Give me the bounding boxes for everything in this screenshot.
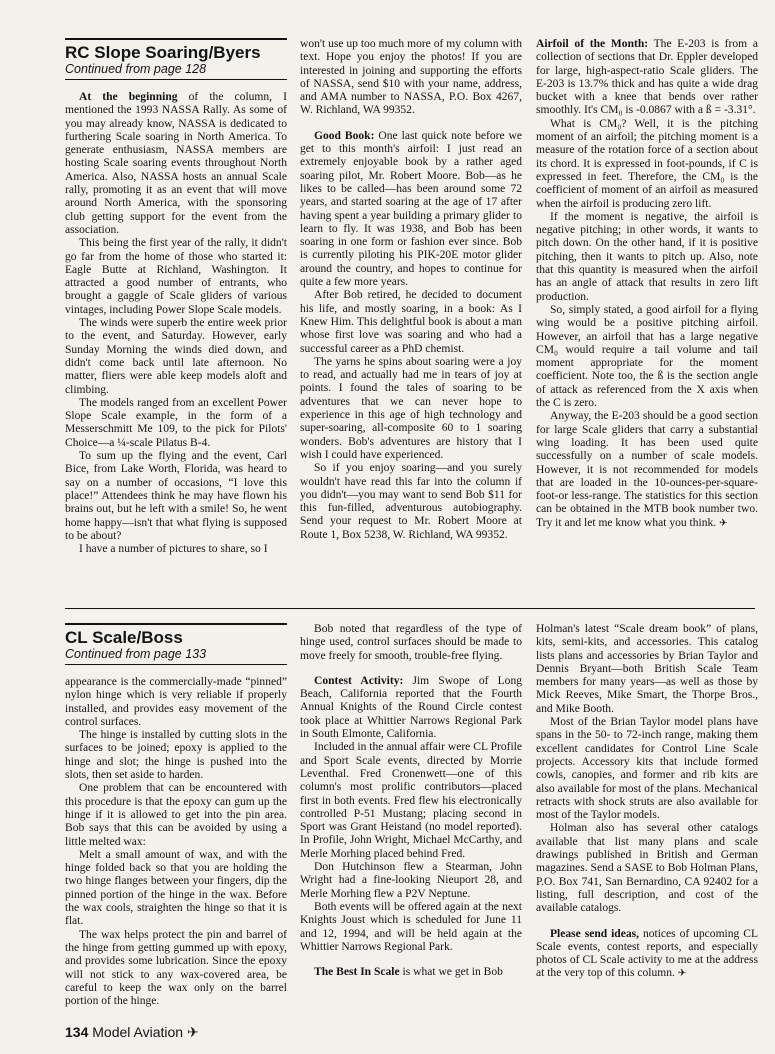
run-in-head: The Best In Scale	[314, 966, 400, 979]
paragraph-text: What is CM₀? Well, it is the pitching moment of an airfoil; the pitching moment is a measure of the rotation force of a section about its chord. It is expressed in foot-pounds, if C is expressed in feet. Therefore, the CM₀ is the coefficient of moment of an airfoil as measured when the airfoil is producing zero lift.	[536, 117, 758, 210]
paragraph-text: If the moment is negative, the airfoil is negative pitching; in other words, it wants to pitch down. On the other hand, if it is positive pitching, then it wants to pitch up. Also, note that this quantity is measured when the airfoil has an angle of attack that results in zero lift production.	[536, 210, 758, 303]
paragraph	[536, 716, 758, 822]
paragraph	[300, 675, 522, 741]
paragraph-text: The yarns he spins about soaring were a joy to read, and actually had me in tears of joy at points. I found the tales of soaring to be adventures that we can never hope to experience in this age of high technology and super-soaring, all-composite 60 to 1 soaring wonders. Bob's adventures are history that I wish I could have experienced.	[300, 355, 522, 461]
paragraph	[300, 38, 522, 118]
magazine-name: Model Aviation	[92, 1024, 184, 1040]
page-number: 134	[65, 1024, 89, 1040]
paragraph	[536, 118, 758, 211]
top-col-3	[536, 38, 758, 530]
top-col-2	[300, 38, 522, 542]
bottom-article-header	[65, 623, 287, 665]
run-in-head: Please send ideas,	[550, 927, 640, 940]
paragraph	[300, 289, 522, 355]
header-rule	[65, 623, 287, 625]
top-col-1	[65, 91, 287, 556]
paragraph-text: This being the first year of the rally, it didn't go far from the home of those who started it: Eagle Butte at Richland, Washington. It attracted a good number of entrants, who brought a gaggle of Scale gliders of various vintages, including Power Slope Scale models.	[65, 237, 287, 316]
paragraph	[300, 741, 522, 861]
paragraph-text: One last quick note before we get to this month's airfoil: I just read an extremely enjoyable book by a rather aged soaring pilot, Mr. Robert Moore. Bob—as he likes to be called—has been around some 72 years, and started soaring at the age of 17 after having spent a year building a primary glider to learn to fly. It was 1938, and Bob has been soaring in one form or fashion ever since. Bob is currently piloting his PIK-20E motor glider around the country, and hopes to continue for quite a few more years.	[300, 129, 522, 289]
bottom-col-2	[300, 623, 522, 979]
paragraph	[65, 91, 287, 237]
run-in-head: At the beginning	[79, 91, 178, 103]
paragraph-text: The winds were superb the entire week prior to the event, and Saturday. However, early Sunday Morning the winds died down, and didn't come back until late afternoon. No matter, fliers were able keep models aloft and climbing.	[65, 317, 287, 396]
paragraph-text: Jim Swope of Long Beach, California reported that the Fourth Annual Knights of the Round Circle contest took place at Whittier Narrows Regional Park in South Elmonte, California.	[300, 674, 522, 741]
end-of-article-icon: ✈	[719, 517, 728, 529]
top-article-header	[65, 38, 287, 80]
bottom-col-3	[536, 623, 758, 981]
section-divider	[65, 608, 755, 609]
page-footer	[65, 1024, 199, 1041]
paragraph	[536, 211, 758, 304]
paragraph	[300, 966, 522, 979]
paragraph	[536, 928, 758, 981]
paragraph	[65, 317, 287, 397]
paragraph-text: After Bob retired, he decided to document his life, and mostly soaring, in a book: As I Knew Him. This delightful book is about a man whose first love was soaring and who had a successful career as a PhD chemist.	[300, 289, 522, 355]
paragraph-text: appearance is the commercially-made “pinned” nylon hinge which is very reliable if properly installed, and provides easy movement of the control surfaces.	[65, 676, 287, 728]
paragraph-text: of the column, I mentioned the 1993 NASSA Rally. As some of you may already know, NASSA is dedicated to furthering Scale soaring in North America. To generate enthusiasm, NASSA members are hosting Scale soaring events throughout North America. Also, NASSA hosts an annual Scale rally, promoting it as an event that will move around North America, with the sponsoring club getting support for the event from the association.	[65, 91, 288, 236]
paragraph	[65, 237, 287, 317]
paragraph-text: So, simply stated, a good airfoil for a flying wing would be a positive pitching airfoil. However, an airfoil that has a large negative CM₀ would require a tail volume and tail moment appropriate for the moment coefficient. Note too, the ß is the section angle of attack as referenced from the X axis when the C is zero.	[536, 303, 758, 410]
plane-icon: ✈	[186, 1024, 199, 1040]
paragraph-text: The models ranged from an excellent Power Slope Scale example, in the form of a Messerschmitt Me 109, to the pick for Pilots' Choice—a ¼-scale Pilatus B-4.	[65, 396, 287, 449]
paragraph-text: Anyway, the E-203 should be a good section for large Scale gliders that carry a substantial wing loading. It has been used quite successfully on a number of scale models. However, it is not recommended for models that are loaded in the 10-ounces-per-square-foot-or less-range. The statistics for this section can be obtained in the MTB book number two. Try it and let me know what you think.	[536, 410, 758, 529]
paragraph-text: The hinge is installed by cutting slots in the surfaces to be joined; epoxy is applied to the hinge and slot; the hinge is pushed into the slots, then set aside to harden.	[65, 729, 287, 782]
paragraph	[65, 729, 287, 782]
paragraph	[300, 861, 522, 901]
paragraph	[65, 397, 287, 450]
paragraph	[65, 849, 287, 929]
paragraph-text: Most of the Brian Taylor model plans have spans in the 50- to 72-inch range, making them excellent candidates for Control Line Scale projects. Accessory kits that include formed cowls, canopies, and former and rib kits are also available for most of the plans. Mechanical retracts with shock struts are also available for most of the Taylor models.	[536, 716, 758, 822]
header-rule	[65, 664, 287, 665]
continued-from: Continued from page 133	[65, 647, 207, 661]
continued-from: Continued from page 128	[65, 62, 207, 76]
paragraph	[65, 676, 287, 729]
article-title: CL Scale/Boss	[65, 628, 183, 647]
run-in-head: Airfoil of the Month:	[536, 38, 649, 50]
paragraph	[536, 410, 758, 530]
paragraph	[536, 822, 758, 915]
paragraph-text: Holman also has several other catalogs available that list many plans and scale drawings published in British and German magazines. Send a SASE to Bob Holman Plans, P.O. Box 741, San Bernardino, CA 92402 for a listing, full description, and cost of the available catalogs.	[536, 822, 758, 915]
paragraph-text: I have a number of pictures to share, so I	[79, 543, 268, 556]
paragraph	[65, 450, 287, 543]
paragraph	[536, 623, 758, 716]
paragraph-text: To sum up the flying and the event, Carl Bice, from Lake Worth, Florida, was heard to say on a number of occasions, “I love this place!” Attendees think he may have flown his brains out, but he left with a smile! So, he went home happy—isn't that what flying is supposed to be about?	[65, 450, 287, 542]
paragraph	[300, 462, 522, 542]
run-in-head: Contest Activity:	[314, 674, 404, 687]
paragraph-text: won't use up too much more of my column with text. Hope you enjoy the photos! If you are interested in joining and supporting the efforts of NASSA, send $10 with your name, address, and AMA number to NASSA, P.O. Box 4267, W. Richland, WA 99352.	[300, 38, 522, 117]
paragraph	[536, 304, 758, 410]
paragraph-text: The wax helps protect the pin and barrel of the hinge from getting gummed up with epoxy, and provides some lubrication. Since the epoxy will not stick to any wax-covered area, be careful to keep the wax only on the barrel portion of the hinge.	[65, 928, 287, 1008]
paragraph-text: Both events will be offered again at the next Knights Joust which is scheduled for June 11 and 12, 1994, and will be held again at the Whittier Narrows Regional Park.	[300, 900, 522, 953]
paragraph	[300, 901, 522, 954]
paragraph-text: One problem that can be encountered with this procedure is that the epoxy can gum up the hinge if it is allowed to get into the pin area. Bob says that this can be avoided by using a little melted wax:	[65, 782, 287, 848]
paragraph-text: Bob noted that regardless of the type of hinge used, control surfaces should be made to move freely for smooth, trouble-free flying.	[300, 623, 522, 662]
paragraph-text: Don Hutchinson flew a Stearman, John Wright had a fine-looking Nieuport 28, and Merle Morhing flew a P2V Neptune.	[300, 861, 522, 900]
paragraph	[300, 623, 522, 663]
paragraph-text: Melt a small amount of wax, and with the hinge folded back so that you are holding the two hinge flanges between your fingers, dip the pinned portion of the hinge in the wax. Before the wax cools, straighten the hinge so that it is flat.	[65, 848, 287, 928]
header-rule	[65, 79, 287, 80]
paragraph-text: So if you enjoy soaring—and you surely wouldn't have read this far into the column if you didn't—you may want to send Bob $11 for this fun-filled, adventurous autobiography. Send your request to Mr. Robert Moore at Route 1, Box 5238, W. Richland, WA 99352.	[300, 462, 522, 541]
paragraph	[65, 929, 287, 1009]
article-title: RC Slope Soaring/Byers	[65, 43, 261, 62]
paragraph	[65, 543, 287, 556]
paragraph-text: is what we get in Bob	[399, 966, 503, 979]
paragraph-text: Holman's latest “Scale dream book” of plans, kits, semi-kits, and accessories. This catalog lists plans and accessories by Brian Taylor and Dennis Bryant—both British Scale Team members for many years—as well as those by Mick Reeves, Mike Smart, the Thorpe Bros., and Mike Booth.	[536, 623, 758, 715]
bottom-col-1	[65, 676, 287, 1008]
paragraph	[536, 38, 758, 118]
paragraph	[300, 356, 522, 462]
run-in-head: Good Book:	[314, 129, 375, 142]
paragraph	[65, 782, 287, 848]
paragraph-text: notices of upcoming CL Scale events, contest reports, and especially photos of CL Scale activity to me at the address at the very top of this column.	[536, 927, 758, 980]
paragraph-text: Included in the annual affair were CL Profile and Sport Scale events, directed by Morrie Leventhal. Fred Cronenwett—one of this column's most prolific contributors—placed first in both events. Fred flew his electronically controlled P-51 Mustang; placing second in Sport was Grant Heistand (no model reported). In Profile, John Wright, Michael McCarthy, and Merle Morhing placed behind Fred.	[300, 741, 522, 860]
end-of-article-icon: ✈	[677, 968, 687, 980]
paragraph-text: The E-203 is from a collection of sections that Dr. Eppler developed for large, high-aspect-ratio Scale gliders. The E-203 is 13.7% thick and has quite a wide drag bucket with a knee that bends over rather smoothly. It's CM₀ is -0.0867 with a ß = -3.31°.	[536, 38, 758, 117]
header-rule	[65, 38, 287, 40]
paragraph	[300, 130, 522, 290]
